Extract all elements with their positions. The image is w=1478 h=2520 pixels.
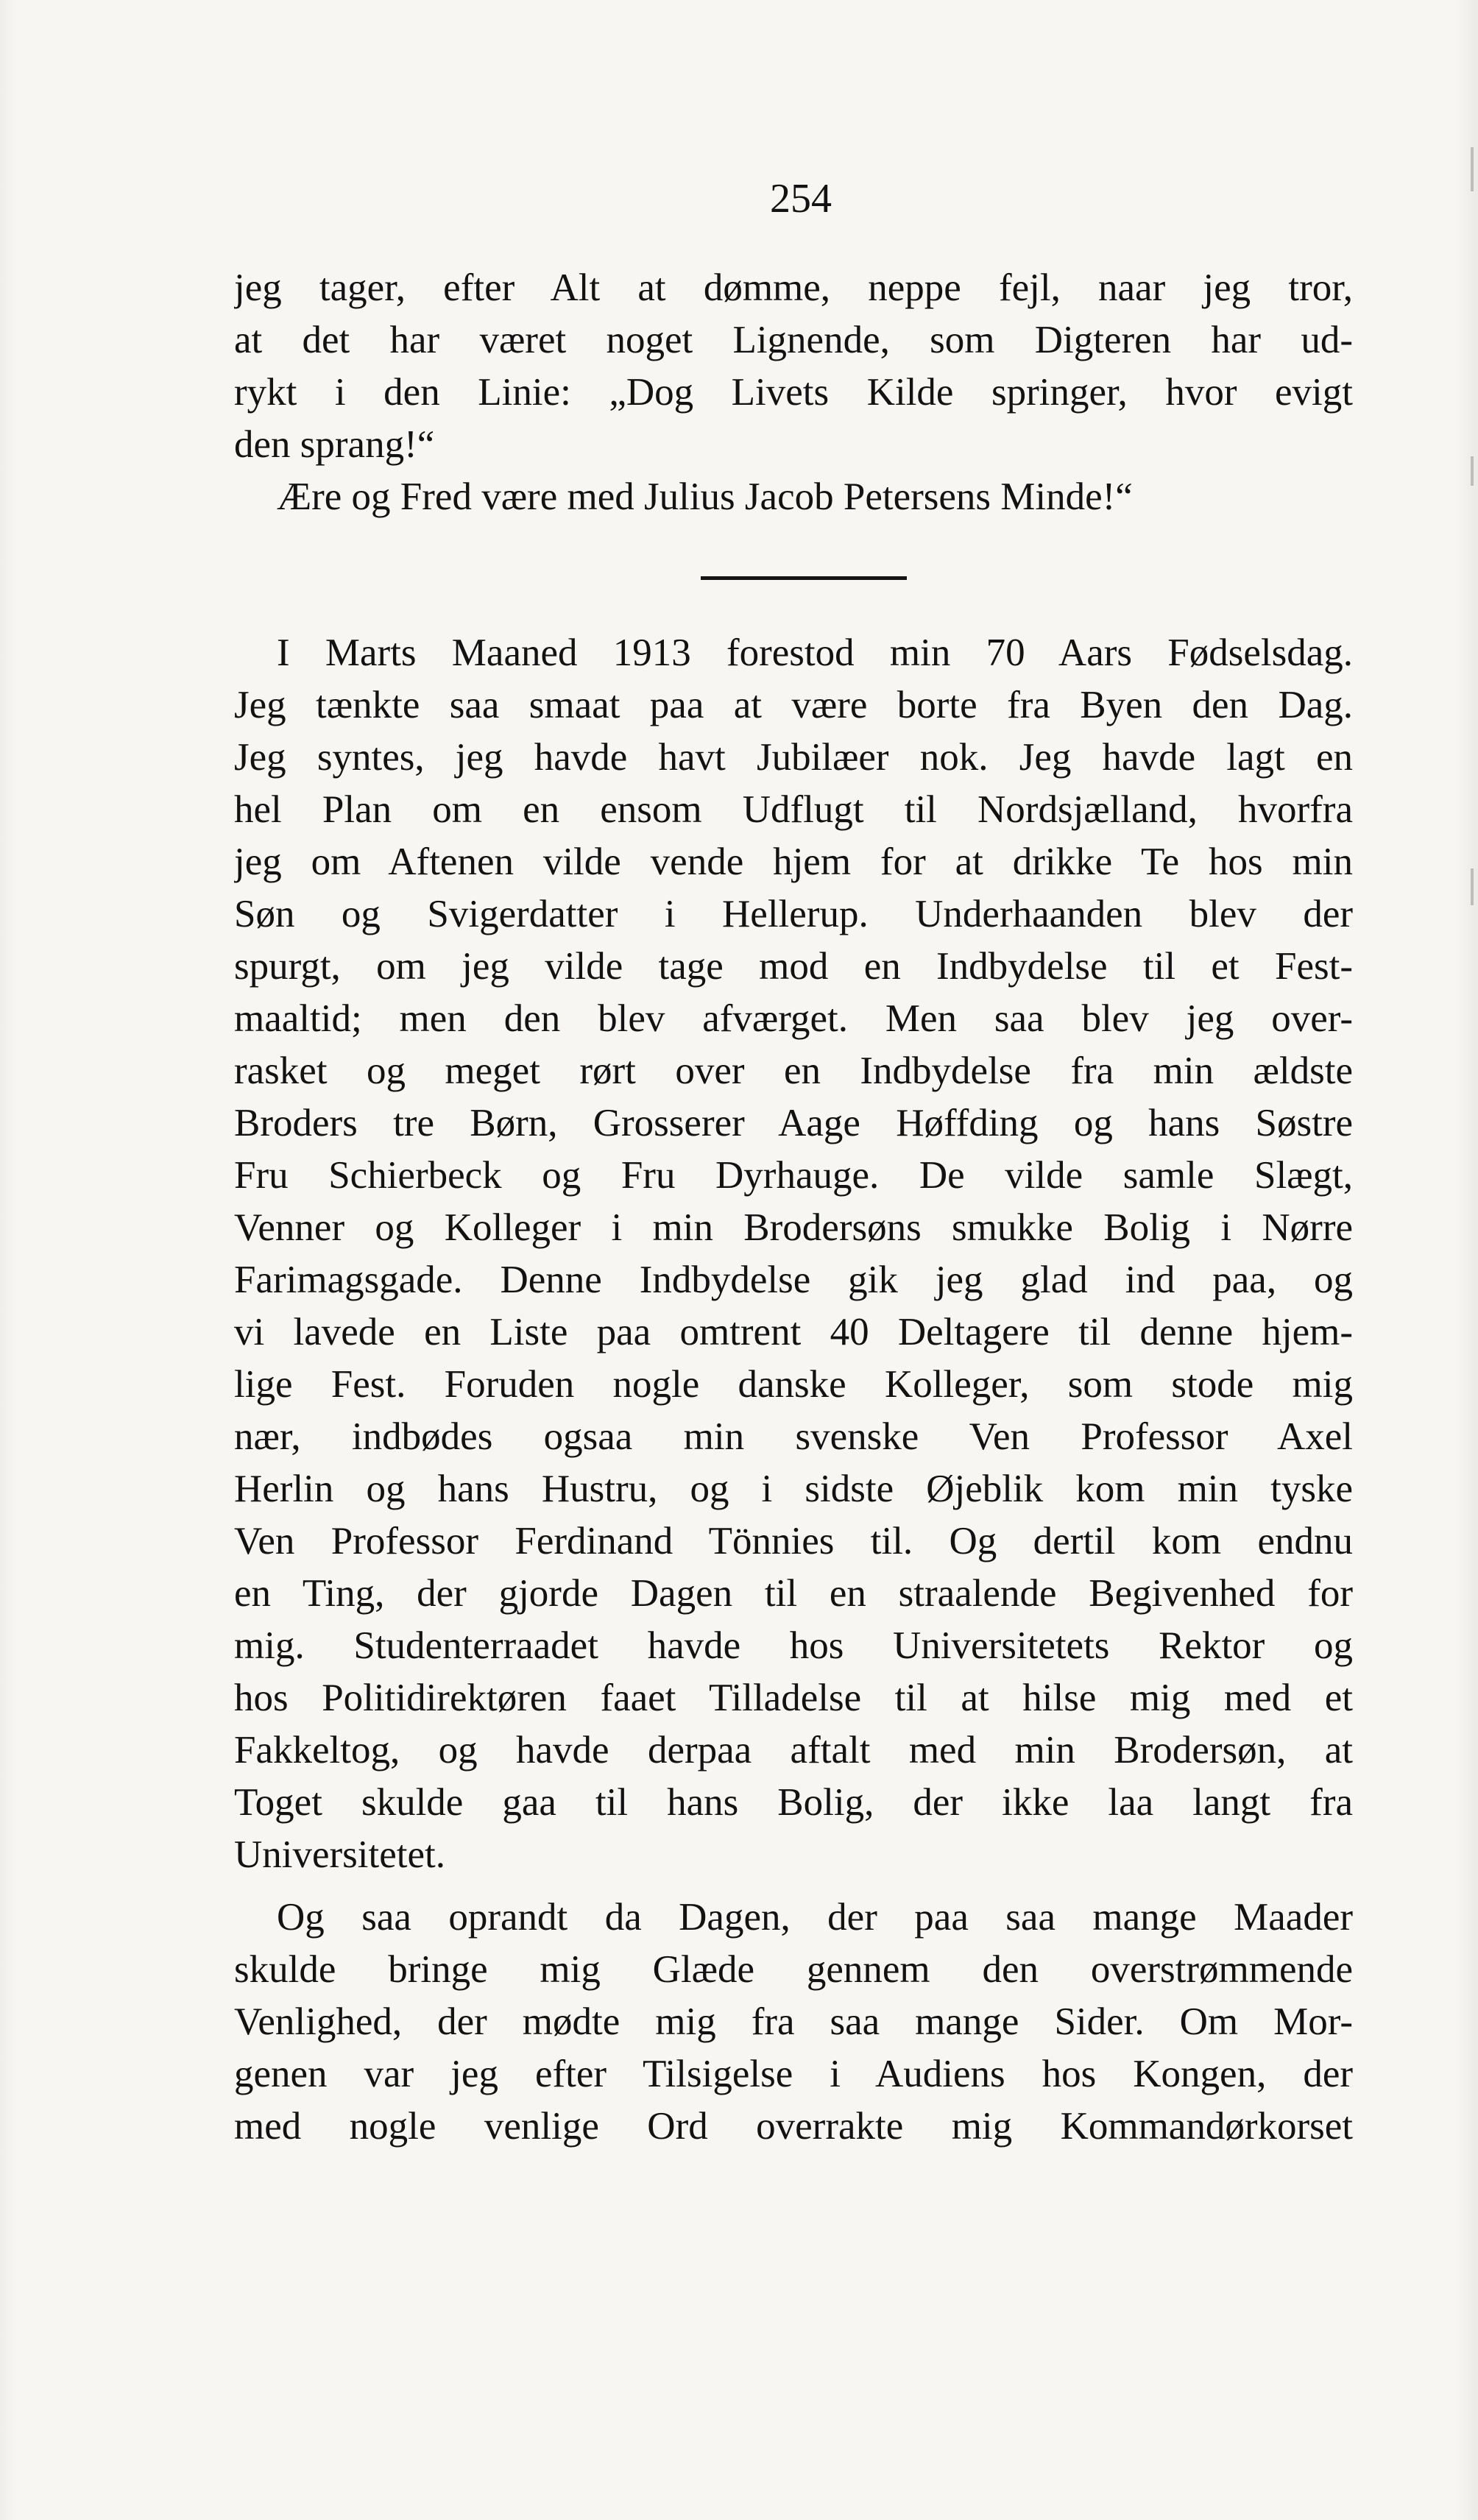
text-line: hos Politidirektøren faaet Tilladelse til at hilse mig med et [234,1677,1353,1719]
text-line: rykt i den Linie: „Dog Livets Kilde springer, hvor evigt [234,371,1353,414]
text-line: en Ting, der gjorde Dagen til en straalende Begivenhed for [234,1572,1353,1615]
text-line: hel Plan om en ensom Udflugt til Nordsjælland, hvorfra [234,788,1353,831]
text-line: rasket og meget rørt over en Indbydelse fra min ældste [234,1050,1353,1092]
text-line: vi lavede en Liste paa omtrent 40 Deltagere til denne hjem- [234,1311,1353,1353]
paragraph-continuation [234,262,1353,471]
text-line: Ven Professor Ferdinand Tönnies til. Og dertil kom endnu [234,1520,1353,1562]
text-line: Jeg tænkte saa smaat paa at være borte fra Byen den Dag. [234,684,1353,726]
text-line: jeg om Aftenen vilde vende hjem for at drikke Te hos min [234,840,1353,883]
paragraph-the-day [234,1891,1353,2153]
text-line: mig. Studenterraadet havde hos Universitetets Rektor og [234,1624,1353,1667]
text-line: Og saa oprandt da Dagen, der paa saa mange Maader [277,1896,1353,1939]
text-line: I Marts Maaned 1913 forestod min 70 Aars Fødselsdag. [277,631,1353,674]
text-line: Farimagsgade. Denne Indbydelse gik jeg glad ind paa, og [234,1259,1353,1301]
text-line: Venlighed, der mødte mig fra saa mange Sider. Om Mor- [234,2000,1353,2043]
text-line: den sprang!“ [234,423,435,466]
text-line: med nogle venlige Ord overrakte mig Kommandørkorset [234,2105,1353,2148]
text-line: Toget skulde gaa til hans Bolig, der ikke laa langt fra [234,1781,1353,1824]
scan-edge-mark [1471,147,1474,191]
text-line: genen var jeg efter Tilsigelse i Audiens hos Kongen, der [234,2053,1353,2095]
text-line: Fakkeltog, og havde derpaa aftalt med min Brodersøn, at [234,1729,1353,1772]
text-line: maaltid; men den blev afværget. Men saa blev jeg over- [234,997,1353,1040]
text-line: Søn og Svigerdatter i Hellerup. Underhaanden blev der [234,893,1353,935]
text-line: Herlin og hans Hustru, og i sidste Øjeblik kom min tyske [234,1468,1353,1510]
text-line: at det har været noget Lignende, som Digteren har ud- [234,319,1353,361]
section-separator-rule [701,576,907,580]
text-line: lige Fest. Foruden nogle danske Kolleger, som stode mig [234,1363,1353,1406]
text-line: Broders tre Børn, Grosserer Aage Høffding og hans Søstre [234,1102,1353,1144]
scan-edge-mark [1471,868,1474,905]
text-line: jeg tager, efter Alt at dømme, neppe fejl, naar jeg tror, [234,266,1353,309]
text-line: nær, indbødes ogsaa min svenske Ven Professor Axel [234,1415,1353,1458]
text-line: Ære og Fred være med Julius Jacob Petersens Minde!“ [277,475,1133,518]
paragraph-birthday [234,627,1353,1881]
text-line: Jeg syntes, jeg havde havt Jubilæer nok. Jeg havde lagt en [234,736,1353,779]
text-line: spurgt, om jeg vilde tage mod en Indbydelse til et Fest- [234,945,1353,988]
text-line: skulde bringe mig Glæde gennem den overstrømmende [234,1948,1353,1991]
text-line: Venner og Kolleger i min Brodersøns smukke Bolig i Nørre [234,1206,1353,1249]
page-number: 254 [770,176,832,222]
text-line: Universitetet. [234,1833,445,1876]
text-line: Fru Schierbeck og Fru Dyrhauge. De vilde samle Slægt, [234,1154,1353,1197]
paragraph-closing-quote [234,471,1353,523]
scan-edge-mark [1471,456,1474,486]
